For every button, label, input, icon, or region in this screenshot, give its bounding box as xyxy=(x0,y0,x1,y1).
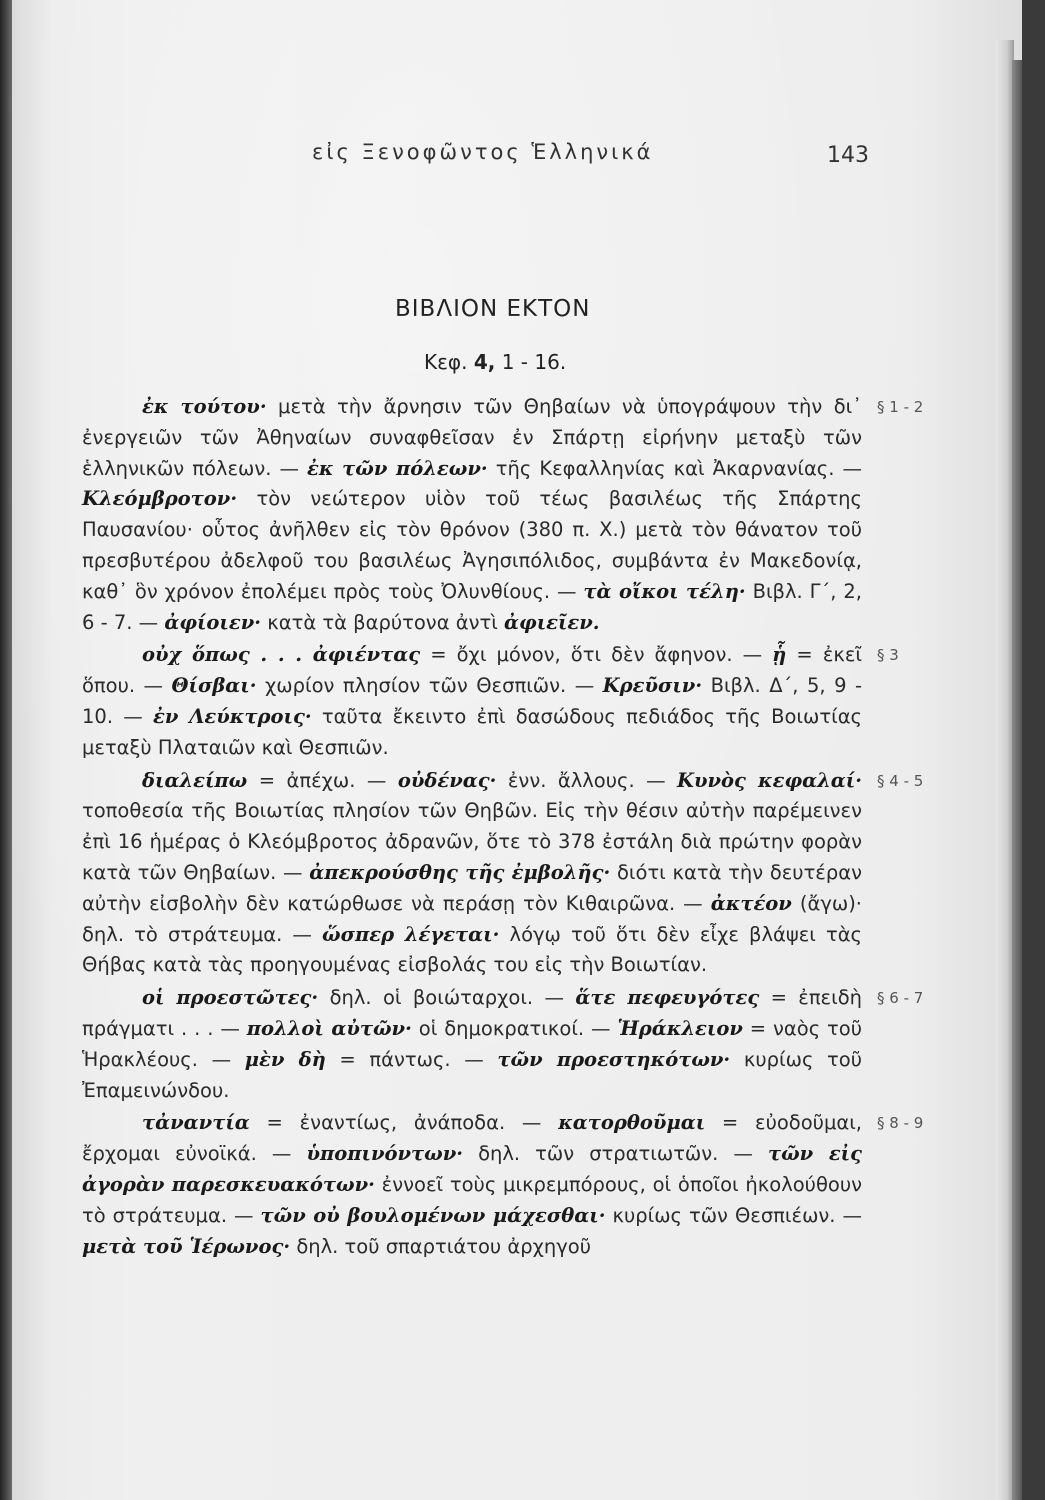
lemma: Κρεῦσιν· xyxy=(602,674,703,698)
commentary-body xyxy=(82,392,924,1264)
lemma: οὐχ ὅπως . . . ἀφιέντας xyxy=(142,643,421,667)
gloss-text: δηλ. τῶν στρατιωτῶν. — xyxy=(463,1142,768,1166)
lemma: μετὰ τοῦ Ἱέρωνος· xyxy=(82,1234,291,1258)
lemma: Ἡράκλειον xyxy=(617,1016,743,1040)
gloss-text: λόγῳ τοῦ ὅτι δὲν εἶχε βλάψει τὰς Θήβας κατὰ τὰς προηγουμένας εἰσβολάς του εἰς τὴν Βοιωτίαν. xyxy=(82,922,862,977)
lemma: τῶν οὐ βουλομένων μάχεσθαι· xyxy=(260,1203,606,1227)
gloss-text: διότι κατὰ τὴν δευτέραν αὐτὴν εἰσβολὴν δὲν κατώρθωσε νὰ περάσῃ τὸν Κιθαιρῶνα. — xyxy=(82,860,862,915)
gloss-text: ἐννοεῖ τοὺς μικρεμπόρους, οἱ ὁποῖοι ἠκολούθουν τὸ στράτευμα. — xyxy=(82,1172,862,1227)
gloss-text: Βιβλ. Γ΄, 2, 6 - 7. — xyxy=(82,579,862,634)
lemma: κατορθοῦμαι xyxy=(558,1111,706,1135)
gloss-text: δηλ. οἱ βοιώταρχοι. — xyxy=(318,986,576,1010)
gloss-text: = ἐπειδὴ πράγματι . . . — xyxy=(82,986,862,1040)
gloss-text: = ἐκεῖ ὅπου. — xyxy=(82,643,862,698)
gloss-text: οἱ δημοκρατικοί. — xyxy=(411,1016,618,1040)
commentary-paragraph xyxy=(82,392,924,638)
lemma: ἐκ τούτου· xyxy=(142,395,267,418)
gloss-text: = ἀπέχω. — xyxy=(247,768,398,792)
chapter-number: 4, xyxy=(473,350,496,374)
gloss-text: ἐνν. ἄλλους. — xyxy=(496,768,678,792)
gloss-text: κυρίως τῶν Θεσπιέων. — xyxy=(605,1203,862,1227)
lemma: οὐδένας· xyxy=(397,768,497,792)
gloss-text: κυρίως τοῦ Ἐπαμεινώνδου. xyxy=(82,1047,862,1102)
lemma: Θίσβαι· xyxy=(171,674,257,698)
section-marker: § 3 xyxy=(877,646,899,665)
section-marker: § 6 - 7 xyxy=(877,989,924,1008)
lemma: Κλεόμβροτον· xyxy=(82,487,238,511)
chapter-heading xyxy=(424,350,566,374)
lemma: τἀναντία xyxy=(142,1111,250,1135)
lemma: ἀκτέον xyxy=(710,891,792,915)
page-edge-shadow xyxy=(1012,60,1022,1500)
lemma: ἅτε πεφευγότες xyxy=(575,986,760,1010)
commentary-paragraph xyxy=(82,766,924,982)
lemma: μὲν δὴ xyxy=(244,1047,326,1071)
commentary-paragraph xyxy=(82,640,899,763)
chapter-prefix: Κεφ. xyxy=(424,350,468,374)
lemma: οἱ προεστῶτες· xyxy=(142,986,319,1010)
lemma: ἐν Λεύκτροις· xyxy=(153,704,312,728)
gloss-text: = εὐοδοῦμαι, ἔρχομαι εὐνοϊκά. — xyxy=(82,1111,862,1166)
section-marker: § 8 - 9 xyxy=(877,1114,924,1133)
running-header: εἰς Ξενοφῶντος Ἑλληνικά xyxy=(312,140,654,164)
gloss-text: (ἄγω)· δηλ. τὸ στράτευμα. — xyxy=(82,891,862,946)
lemma: ἐκ τῶν πόλεων· xyxy=(307,456,488,480)
lemma: Κυνὸς κεφαλαί· xyxy=(677,768,862,792)
lemma: διαλείπω xyxy=(142,768,248,792)
gloss-text: Βιβλ. Δ΄, 5, 9 - 10. — xyxy=(82,674,862,728)
gloss-text: ταῦτα ἔκειντο ἐπὶ δασώδους πεδιάδος τῆς Βοιωτίας μεταξὺ Πλαταιῶν καὶ Θεσπιῶν. xyxy=(82,704,862,759)
commentary-paragraph xyxy=(82,983,924,1106)
section-marker: § 4 - 5 xyxy=(877,771,924,790)
gloss-text: = ναὸς τοῦ Ἡρακλέους. — xyxy=(82,1016,863,1071)
lemma: ὥσπερ λέγεται· xyxy=(322,922,500,946)
lemma: ἀπεκρούσθης τῆς ἐμβολῆς· xyxy=(309,860,611,884)
gloss-text: = πάντως. — xyxy=(325,1047,498,1071)
chapter-range: 1 - 16. xyxy=(501,350,567,374)
gloss-text: δηλ. τοῦ σπαρτιάτου ἀρχηγοῦ xyxy=(290,1234,591,1258)
section-marker: § 1 - 2 xyxy=(877,398,924,416)
book-title: ΒΙΒΛΙΟΝ ΕΚΤΟΝ xyxy=(395,296,591,322)
gloss-text: κατὰ τὰ βαρύτονα ἀντὶ xyxy=(261,610,505,634)
gloss-text: = ὄχι μόνον, ὅτι δὲν ἄφηνον. — xyxy=(420,643,773,667)
page-number: 143 xyxy=(827,143,869,168)
lemma: ἀφίοιεν· xyxy=(164,610,262,634)
lemma: πολλοὶ αὐτῶν· xyxy=(246,1016,412,1040)
gloss-text: τοποθεσία τῆς Βοιωτίας πλησίον τῶν Θηβῶν. Εἰς τὴν θέσιν αὐτὴν παρέμεινεν ἐπὶ 16 ἡμέρας ὁ Κλεόμβροτος ἀδρανῶν, ὅτε τὸ 378 ἐστάλη διὰ πρώτην φορὰν κατὰ τῶν Θηβαίων. — xyxy=(82,799,862,884)
lemma: ὑποπινόντων· xyxy=(306,1142,464,1166)
gloss-text: χωρίον πλησίον τῶν Θεσπιῶν. — xyxy=(256,674,603,698)
lemma: τῶν εἰς ἀγορὰν παρεσκευακότων· xyxy=(82,1142,862,1196)
gloss-text: = ἐναντίως, ἀνάποδα. — xyxy=(249,1111,559,1135)
lemma: ᾗ xyxy=(772,643,787,667)
commentary-paragraph xyxy=(82,1108,924,1262)
gloss-text: μετὰ τὴν ἄρνησιν τῶν Θηβαίων νὰ ὑπογράψουν τὴν δι᾿ ἐνεργειῶν τῶν Ἀθηναίων συναφθεῖσαν ἐν Σπάρτῃ εἰρήνην μεταξὺ τῶν ἑλληνικῶν πόλεων. — xyxy=(82,395,862,480)
lemma: τὰ οἴκοι τέλη· xyxy=(583,579,746,603)
lemma: τῶν προεστηκότων· xyxy=(497,1047,731,1071)
gloss-text: τῆς Κεφαλληνίας καὶ Ἀκαρνανίας. — xyxy=(487,456,862,480)
lemma: ἀφιεῖεν. xyxy=(504,610,600,634)
gloss-text: τὸν νεώτερον υἱὸν τοῦ τέως βασιλέως τῆς Σπάρτης Παυσανίου· οὗτος ἀνῆλθεν εἰς τὸν θρόνον (380 π. Χ.) μετὰ τὸν θάνατον τοῦ πρεσβυτέρου ἀδελφοῦ του βασιλέως Ἀγησιπόλιδος, συμβάντα ἐν Μακεδονίᾳ, καθ᾿ ὃν χρόνον ἐπολέμει πρὸς τοὺς Ὀλυνθίους. — xyxy=(82,487,862,603)
